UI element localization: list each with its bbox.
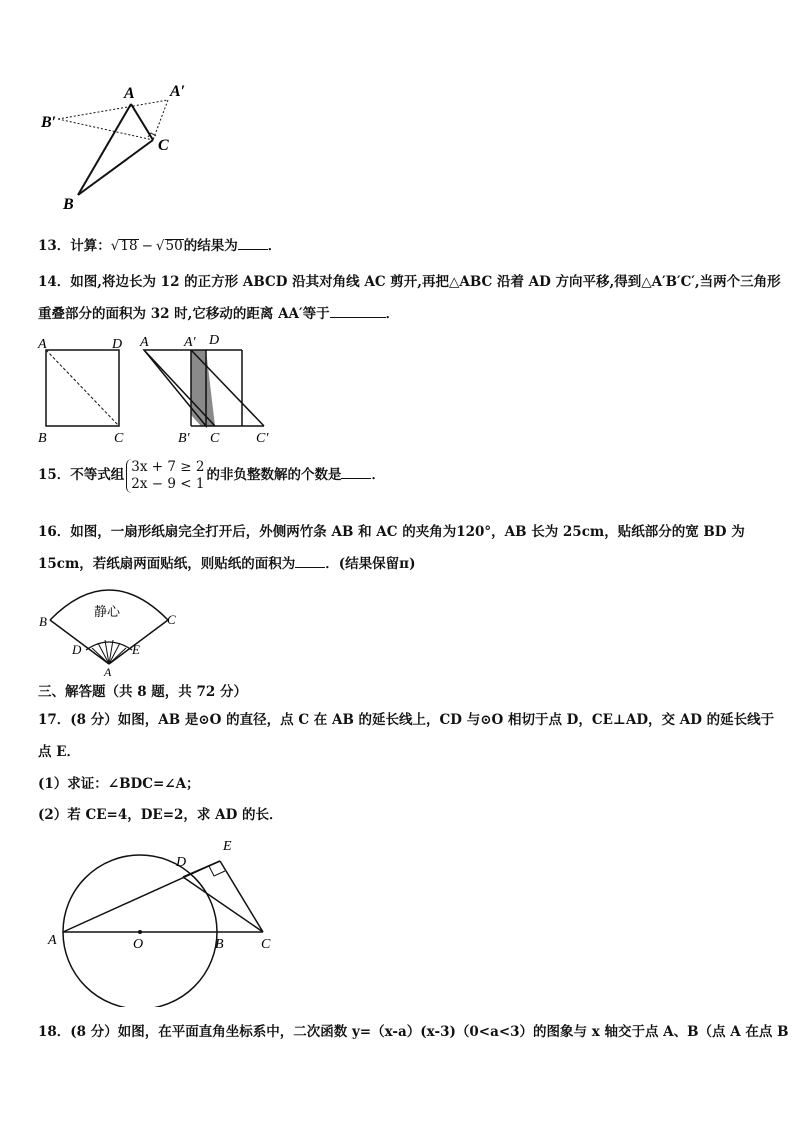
question-14-line1: 14．如图,将边长为 12 的正方形 ABCD 沿其对角线 AC 剪开,再把△ABC 沿着 AD 方向平移,得到△A′B′C′,当两个三角形 [38, 274, 781, 290]
label-C-2: C [210, 431, 220, 446]
label-C-prime: C′ [256, 431, 269, 446]
inequality-system: 3x + 7 ≥ 2 2x − 9 < 1 [126, 459, 204, 493]
question-17-part2: (2）若 CE=4，DE=2，求 AD 的长． [38, 807, 283, 823]
question-17-part1: (1）求证：∠BDC=∠A； [38, 776, 200, 792]
label-E: E [132, 642, 140, 657]
question-16-line1: 16．如图，一扇形纸扇完全打开后，外侧两竹条 AB 和 AC 的夹角为120°，AB 长为 25cm，贴纸部分的宽 BD 为 [38, 524, 745, 540]
radicand-18: 18 [120, 238, 138, 254]
question-16-line2: 15cm，若纸扇两面贴纸，则贴纸的面积为 ．(结果保留π) [38, 556, 416, 572]
question-17-line1: 17．(8 分）如图，AB 是⊙O 的直径，点 C 在 AB 的延长线上，CD 与⊙O 相切于点 D，CE⊥AD，交 AD 的延长线于 [38, 712, 775, 728]
label-B-prime: B′ [41, 114, 57, 131]
label-B-prime: B′ [178, 431, 190, 446]
question-13: 13．计算：√18 − √50的结果为 ． [38, 238, 282, 254]
radicand-50: 50 [165, 238, 183, 254]
circle-tangent-figure [40, 832, 290, 1007]
section-heading: 三、解答题（共 8 题，共 72 分） [38, 684, 247, 700]
label-D-2: D [209, 333, 220, 348]
question-15: 15．不等式组 3x + 7 ≥ 2 2x − 9 < 1 的非负整数解的个数是 ． [38, 458, 385, 492]
label-O: O [133, 937, 144, 952]
square-translation-figure [34, 330, 284, 448]
answer-blank [341, 467, 371, 479]
folding-fan-figure [36, 582, 181, 677]
label-D: D [112, 337, 123, 352]
question-17-line2: 点 E． [38, 744, 80, 760]
label-C: C [114, 431, 124, 446]
label-A-prime: A′ [184, 335, 196, 350]
label-A-prime: A′ [170, 83, 186, 100]
label-B: B [215, 937, 224, 952]
fan-text: 静心 [94, 605, 121, 620]
label-A-2: A [140, 335, 149, 350]
label-B: B [39, 614, 47, 629]
label-C: C [158, 137, 169, 154]
answer-blank [330, 306, 386, 318]
label-B: B [63, 196, 74, 213]
rotation-triangle-figure [36, 80, 206, 220]
label-D: D [176, 855, 187, 870]
label-A: A [124, 85, 135, 102]
question-18-line1: 18．(8 分）如图，在平面直角坐标系中，二次函数 y=（x-a）(x-3)（0<a<3）的图象与 x 轴交于点 A、B（点 A 在点 B [38, 1024, 789, 1040]
label-A: A [48, 933, 57, 948]
label-C: C [261, 937, 271, 952]
label-E: E [223, 839, 232, 854]
label-D: D [72, 642, 82, 657]
answer-blank [238, 238, 268, 250]
label-C: C [167, 612, 176, 627]
label-A: A [38, 337, 47, 352]
label-A: A [104, 665, 112, 677]
label-B: B [38, 431, 47, 446]
question-14-line2: 重叠部分的面积为 32 时,它移动的距离 AA′等于 ． [38, 306, 400, 322]
answer-blank [295, 556, 325, 568]
